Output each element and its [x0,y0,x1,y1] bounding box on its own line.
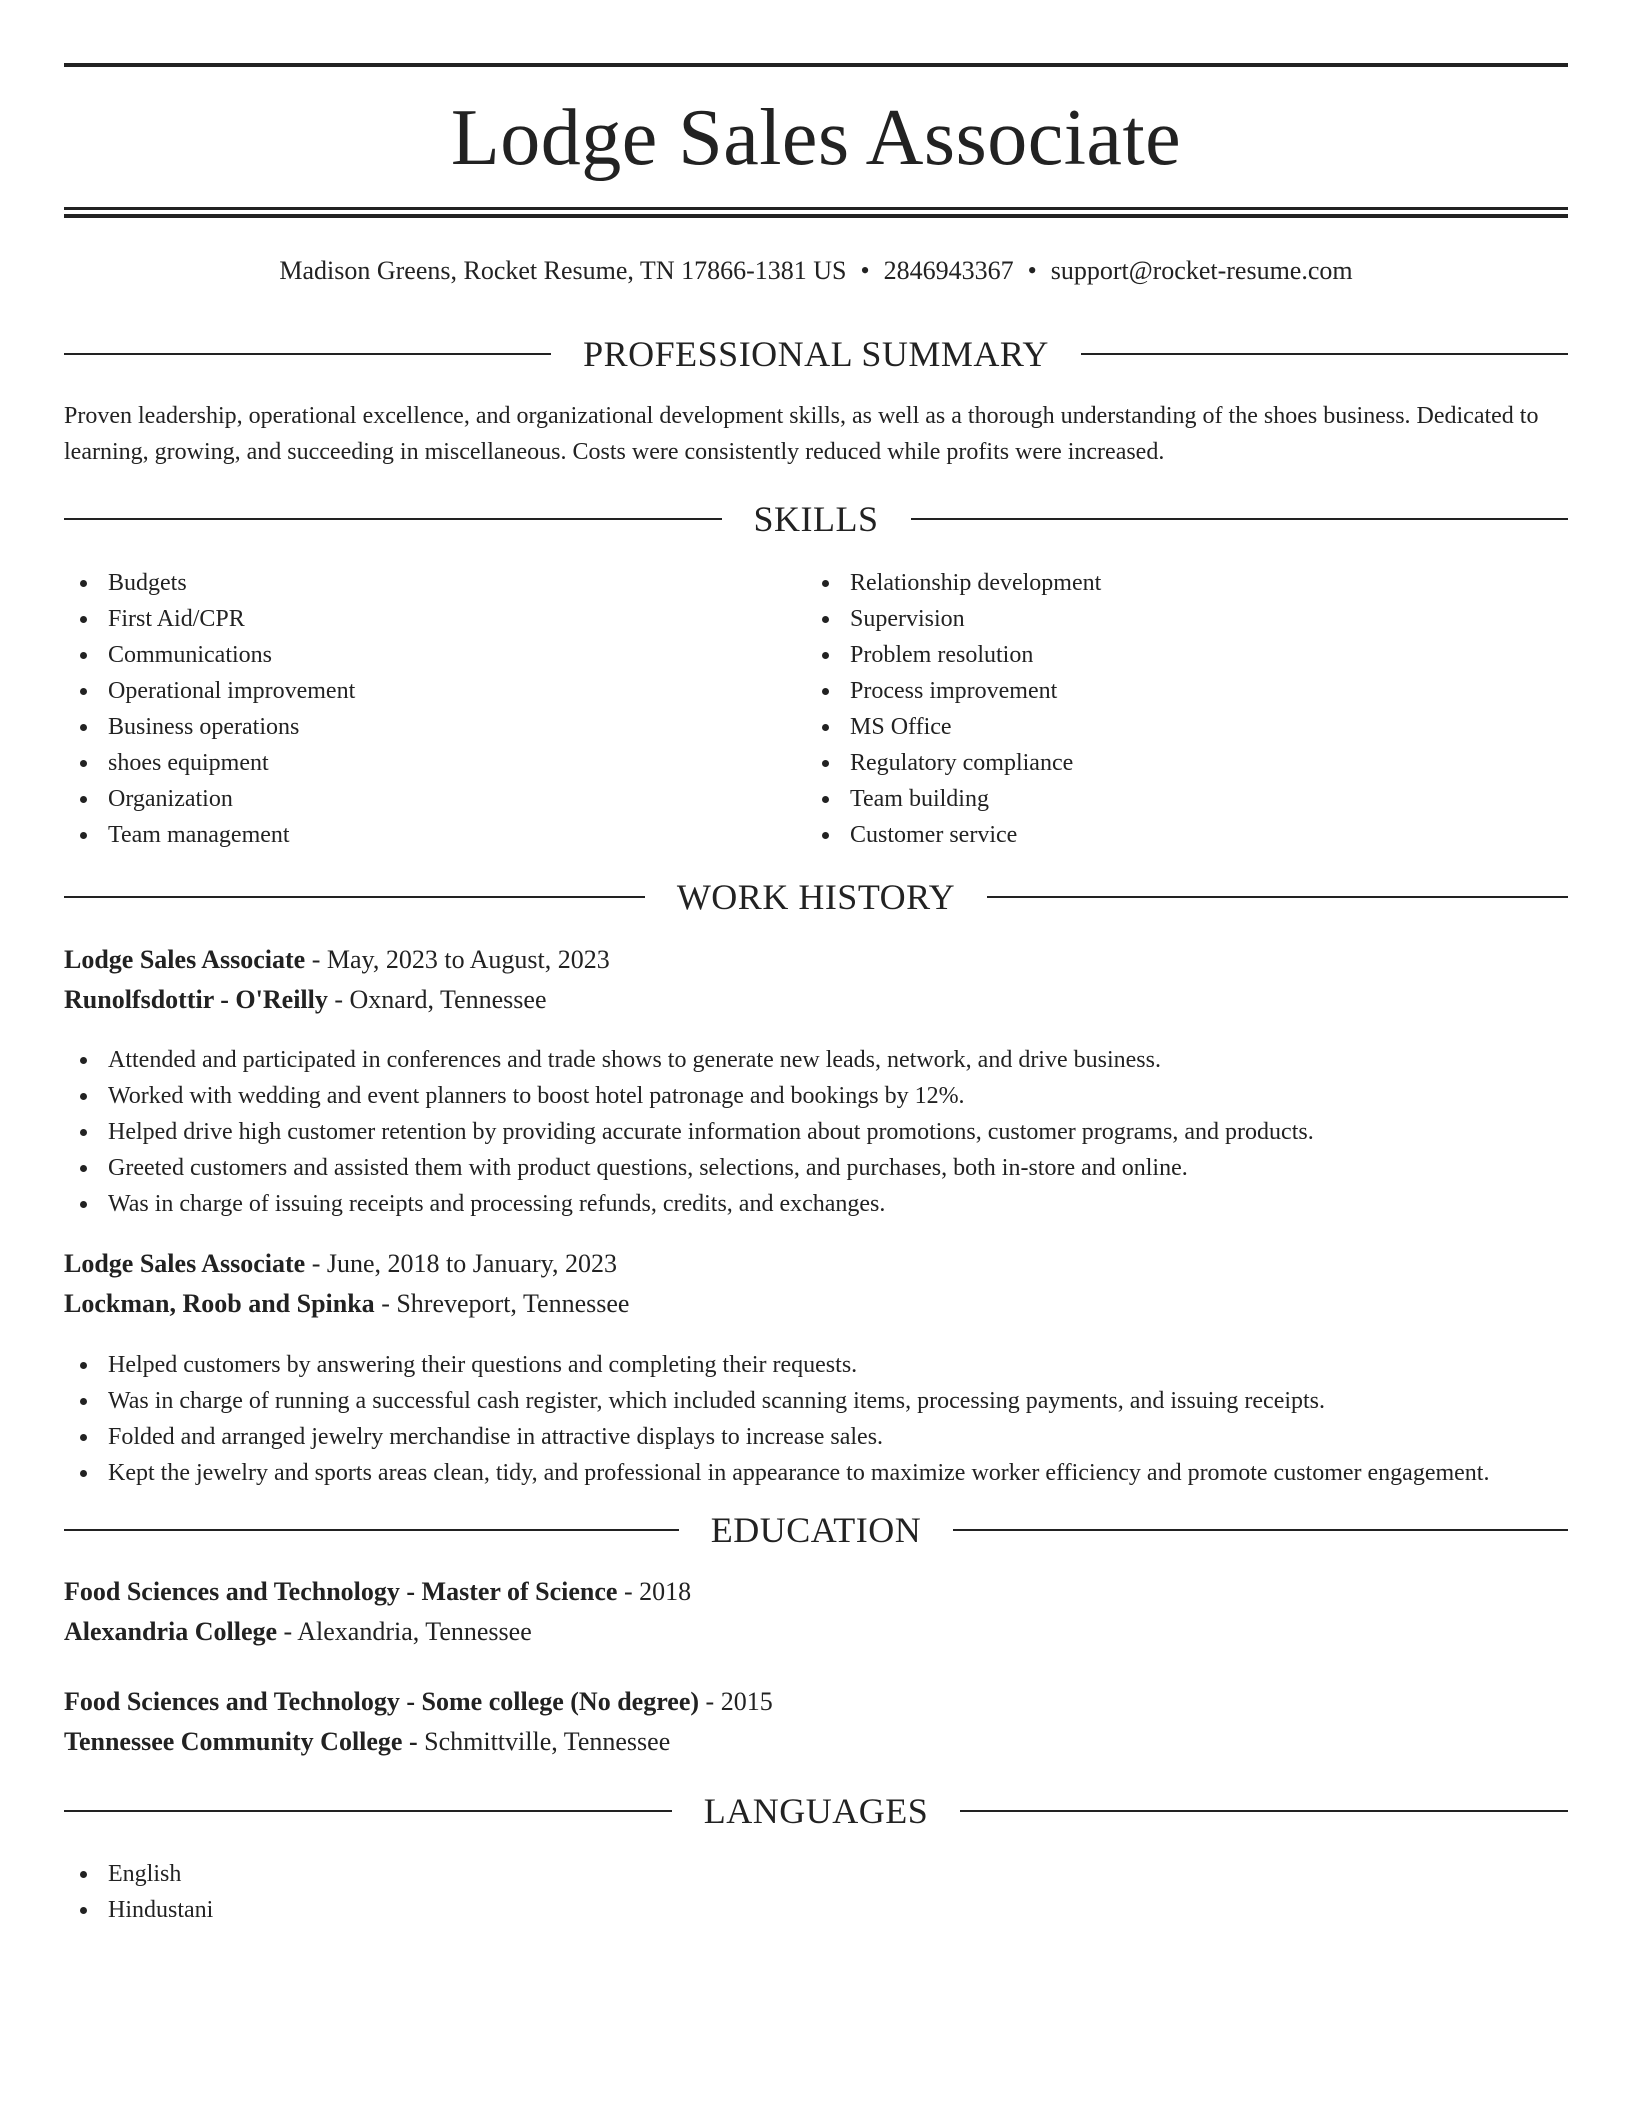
skill-item: Supervision [806,601,1546,637]
skill-item: Communications [64,637,804,673]
section-title: SKILLS [753,499,879,539]
section-title: LANGUAGES [703,1791,929,1831]
heading-rule [1081,353,1568,355]
job-duty: Was in charge of issuing receipts and processing refunds, credits, and exchanges. [64,1186,1568,1222]
top-rule [64,63,1568,67]
language-item: English [64,1856,1568,1892]
skill-item: Operational improvement [64,673,804,709]
skill-item: Relationship development [806,565,1546,601]
job-employer-line [64,980,1568,1020]
skill-item: First Aid/CPR [64,601,804,637]
job-employer: Runolfsdottir - O'Reilly [64,985,328,1014]
job-duty: Helped customers by answering their questions and completing their requests. [64,1347,1568,1383]
education-degree: Food Sciences and Technology - Master of Science [64,1577,618,1606]
education-degree-line [64,1682,1568,1722]
heading-rule [987,896,1568,898]
education-school-line [64,1612,1568,1652]
language-item: Hindustani [64,1892,1568,1928]
section-title: WORK HISTORY [676,877,956,917]
skill-item: Customer service [806,817,1546,853]
education-year: - 2015 [699,1687,773,1716]
summary-text: Proven leadership, operational excellence, and organizational development skills, as well as a thorough understanding of the shoes business. Dedicated to learning, growing, and succeeding in miscellaneous. Costs were consistently reduced while profits were increased. [64,403,1539,465]
heading-rule [64,353,551,355]
section-skills-heading [64,497,1568,541]
skill-item: Process improvement [806,673,1546,709]
education-degree-line [64,1572,1568,1612]
skills-list-right [806,565,1546,853]
contact-address: Madison Greens, Rocket Resume, TN 17866-1381 US [279,256,847,285]
job-location: - Shreveport, Tennessee [374,1289,630,1318]
contact-phone: 2846943367 [883,256,1014,285]
job-title: Lodge Sales Associate [64,1249,306,1278]
education-degree: Food Sciences and Technology - Some college (No degree) [64,1687,700,1716]
job-employer-line [64,1284,1568,1324]
education-year: - 2018 [617,1577,692,1606]
section-education-heading [64,1508,1568,1552]
contact-separator: • [1027,256,1037,285]
contact-separator: • [860,256,870,285]
job-duty: Folded and arranged jewelry merchandise in attractive displays to increase sales. [64,1419,1568,1455]
education-school-line [64,1722,1568,1762]
job-duty: Greeted customers and assisted them with product questions, selections, and purchases, both in-store and online. [64,1150,1568,1186]
skill-item: Team building [806,781,1546,817]
contact-line [64,254,1568,288]
section-summary-heading [64,332,1568,376]
job-location: - Oxnard, Tennessee [327,985,547,1014]
skill-item: MS Office [806,709,1546,745]
page-title: Lodge Sales Associate [450,94,1182,182]
section-work-heading [64,875,1568,919]
heading-rule [64,896,645,898]
section-title: PROFESSIONAL SUMMARY [583,334,1049,374]
job-duty: Attended and participated in conferences and trade shows to generate new leads, network, and drive business. [64,1042,1568,1078]
skill-item: Problem resolution [806,637,1546,673]
languages-list [64,1856,1568,1928]
job-dates: - May, 2023 to August, 2023 [305,945,610,974]
skill-item: Organization [64,781,804,817]
education-location: Schmittville, Tennessee [417,1727,671,1756]
heading-rule [953,1529,1568,1531]
heading-rule [64,1529,679,1531]
heading-rule [64,518,722,520]
skills-list-left [64,565,804,853]
job-duty: Helped drive high customer retention by providing accurate information about promotions, customer programs, and products. [64,1114,1568,1150]
job-title-line [64,1244,1568,1284]
job-duties-list [64,1042,1568,1222]
section-title: EDUCATION [710,1510,922,1550]
job-employer: Lockman, Roob and Spinka [64,1289,375,1318]
heading-rule [911,518,1569,520]
job-duty: Worked with wedding and event planners to boost hotel patronage and bookings by 12%. [64,1078,1568,1114]
heading-rule [64,1810,672,1812]
skill-item: Business operations [64,709,804,745]
title-double-rule [64,207,1568,218]
education-school: Tennessee Community College - [64,1727,418,1756]
job-title-line [64,940,1568,980]
skill-item: shoes equipment [64,745,804,781]
job-duty: Was in charge of running a successful cash register, which included scanning items, processing payments, and issuing receipts. [64,1383,1568,1419]
job-dates: - June, 2018 to January, 2023 [305,1249,617,1278]
contact-email: support@rocket-resume.com [1050,256,1353,285]
heading-rule [960,1810,1568,1812]
education-school: Alexandria College [64,1617,278,1646]
skill-item: Team management [64,817,804,853]
job-duties-list [64,1347,1568,1491]
job-duty: Kept the jewelry and sports areas clean, tidy, and professional in appearance to maximize worker efficiency and promote customer engagement. [64,1455,1568,1491]
skill-item: Budgets [64,565,804,601]
education-location: - Alexandria, Tennessee [277,1617,532,1646]
skill-item: Regulatory compliance [806,745,1546,781]
job-title: Lodge Sales Associate [64,945,306,974]
section-languages-heading [64,1789,1568,1833]
